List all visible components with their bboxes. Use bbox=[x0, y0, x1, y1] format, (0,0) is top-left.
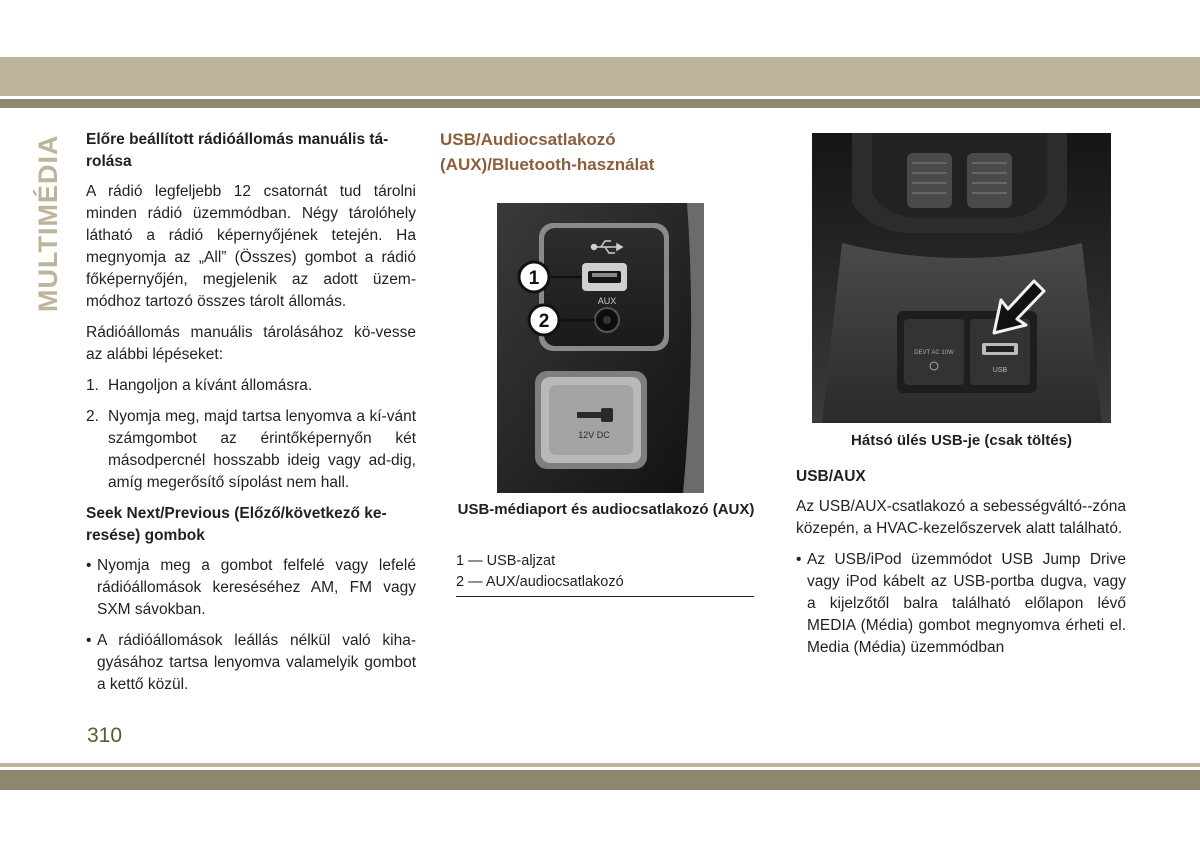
usb-aux-port-photo bbox=[497, 203, 704, 493]
step-number: 1. bbox=[86, 377, 99, 394]
legend-item: 2 — AUX/audiocsatlakozó bbox=[456, 574, 624, 590]
step-text: Hangoljon a kívánt állomásra. bbox=[108, 377, 313, 394]
figure-caption: Hátsó ülés USB-je (csak töltés) bbox=[851, 432, 1072, 449]
rear-charger-label: DEVT AC 10W bbox=[914, 350, 954, 356]
bullet-item: • Az USB/iPod üzemmódot USB Jump Drive vagy iPod kábelt az USB-portba dugva, vagy a kijelzőtől balra található előlapon lévő MEDIA (Média) gombot megnyomva érheti el. Media (Média) üzemmódban bbox=[796, 549, 1126, 659]
12v-label: 12V DC bbox=[578, 430, 610, 440]
heading-preset-storage: Előre beállított rádióállomás manuális tá-rolása bbox=[86, 131, 389, 170]
callout-1: 1 bbox=[528, 268, 540, 289]
column-right bbox=[796, 466, 1126, 668]
heading-usb-aux: USB/AUX bbox=[796, 468, 866, 485]
page-number: 310 bbox=[87, 724, 123, 747]
legend-item: 1 — USB-aljzat bbox=[456, 553, 556, 569]
column-middle bbox=[440, 127, 754, 186]
heading-seek-buttons: Seek Next/Previous (Előző/következő ke-resése) gombok bbox=[86, 505, 387, 544]
step-text: Nyomja meg, majd tartsa lenyomva a kí-vánt számgombot az érintőképernyőn két másodpercnél hosszabb ideig vagy ad-dig, amíg megerősítő sípolást nem hall. bbox=[108, 408, 416, 491]
bullet-item: • A rádióállomások leállás nélkül való kiha-gyásához tartsa lenyomva valamelyik gombot a kettő közül. bbox=[86, 630, 416, 696]
footer-band bbox=[0, 770, 1200, 790]
paragraph: A rádió legfeljebb 12 csatornát tud tárolni minden rádió üzemmódban. Négy tárolóhely látható a rádió képernyőjének tetején. Ha megnyomja az „All” (Összes) gombot a rádió főképernyőjén, megjelenik az adott üzem-módhoz tartozó összes tárolt állomás. bbox=[86, 183, 416, 310]
aux-label: AUX bbox=[597, 296, 617, 306]
numbered-step bbox=[86, 375, 416, 397]
paragraph: Az USB/AUX-csatlakozó a sebességváltó--zóna közepén, a HVAC-kezelőszervek alatt található. bbox=[796, 498, 1126, 537]
bullet-item: • Nyomja meg a gombot felfelé vagy lefelé rádióállomások kereséséhez AM, FM vagy SXM sávokban. bbox=[86, 555, 416, 621]
rear-seat-usb-photo bbox=[812, 133, 1111, 423]
numbered-step bbox=[86, 406, 416, 494]
header-rule bbox=[0, 99, 1200, 108]
step-number: 2. bbox=[86, 408, 99, 425]
figure-legend bbox=[456, 551, 754, 597]
rear-usb-label: USB bbox=[992, 367, 1008, 374]
column-left bbox=[86, 129, 416, 705]
paragraph: Rádióállomás manuális tárolásához kö-vesse az alábbi lépéseket: bbox=[86, 324, 416, 363]
callout-2: 2 bbox=[538, 311, 550, 332]
header-band bbox=[0, 57, 1200, 96]
figure-caption: USB-médiaport és audiocsatlakozó (AUX) bbox=[457, 501, 755, 518]
footer-rule bbox=[0, 763, 1200, 767]
section-title: USB/Audiocsatlakozó (AUX)/Bluetooth-használat bbox=[440, 130, 655, 174]
section-side-title: MULTIMÉDIA bbox=[33, 134, 63, 312]
